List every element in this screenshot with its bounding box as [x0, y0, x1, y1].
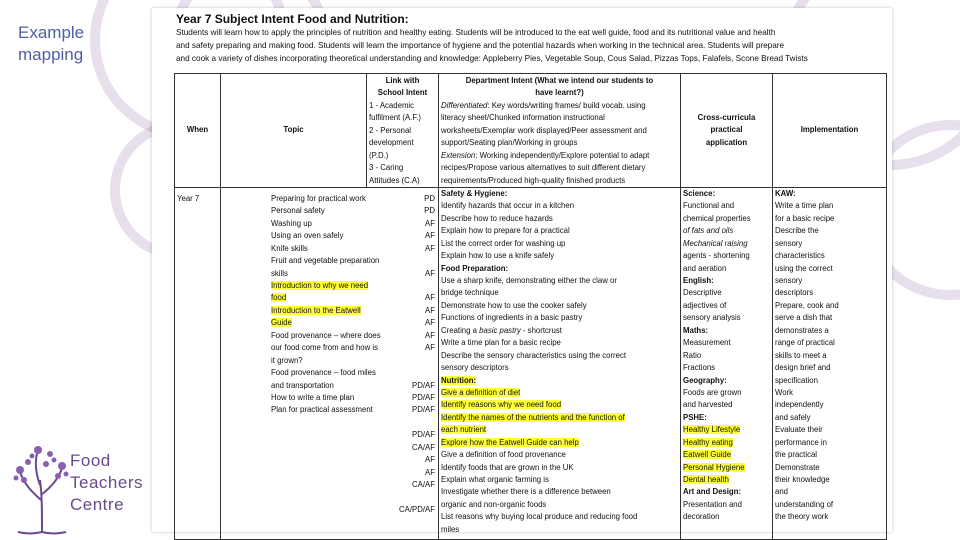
dept-intent-text: Identify the names of the nutrients and the function of [441, 412, 625, 422]
dept-header-text: : Key words/writing frames/ build vocab. using [487, 100, 646, 110]
header-cross-line: Cross-curricula [697, 112, 756, 122]
when-value: Year 7 [177, 193, 200, 203]
cross-curricula-item [683, 511, 770, 523]
dept-intent-item [441, 412, 678, 424]
header-cross [681, 74, 773, 188]
implementation-text: sensory [775, 238, 803, 248]
impl-cell [773, 187, 887, 539]
implementation-text: demonstrates a [775, 325, 829, 335]
dept-intent-text: Give a definition of food provenance [441, 450, 566, 460]
implementation-text: descriptors [775, 288, 814, 298]
link-item: 3 - Caring [369, 163, 404, 173]
implementation-text: and [775, 487, 789, 497]
cross-curricula-item [683, 474, 770, 486]
topic-text: food [271, 293, 287, 303]
topic-cell [221, 187, 439, 539]
implementation-text: sensory [775, 276, 803, 285]
cross-curricula-item [683, 213, 770, 225]
intent-code: PD/AF [412, 392, 435, 402]
dept-intent-text: Investigate whether there is a difference between [441, 487, 611, 497]
topic-text: Washing up [271, 218, 312, 228]
topic-text: How to write a time plan [271, 392, 355, 402]
intent-code: CA/AF [412, 442, 435, 452]
dept-intent-text: Identify hazards that occur in a kitchen [441, 201, 575, 211]
header-cross-line: practical [710, 125, 743, 135]
implementation-item [775, 511, 884, 523]
cross-curricula-text: English: [683, 276, 714, 285]
implementation-item [775, 350, 884, 362]
curriculum-document [152, 8, 892, 532]
cross-curricula-text: Dental health [683, 475, 729, 484]
cross-curricula-item [683, 375, 770, 387]
intent-code: AF [425, 231, 435, 241]
implementation-item [775, 275, 884, 287]
dept-intent-text: List the correct order for washing up [441, 238, 566, 248]
implementation-text: using the correct [775, 263, 833, 273]
dept-intent-item [441, 462, 678, 474]
topic-text: Knife skills [271, 243, 308, 253]
dept-intent-list [441, 188, 678, 536]
cross-curricula-text: decoration [683, 512, 720, 522]
dept-intent-item [441, 524, 678, 536]
intent-code [399, 355, 435, 367]
table-row [175, 187, 887, 539]
intent-code: AF [425, 268, 435, 278]
dept-intent-item [441, 225, 678, 237]
implementation-item [775, 337, 884, 349]
header-when: When [175, 74, 221, 188]
cross-curricula-item [683, 350, 770, 362]
cross-curricula-item [683, 287, 770, 299]
dept-intent-item [441, 263, 678, 275]
implementation-text: performance in [775, 437, 828, 447]
dept-intent-item [441, 387, 678, 399]
dept-intent-text: Describe how to reduce hazards [441, 213, 553, 223]
cross-curricula-item [683, 263, 770, 275]
header-link-line: School Intent [377, 88, 428, 98]
cross-curricula-item [683, 424, 770, 436]
cross-curricula-item [683, 399, 770, 411]
cross-curricula-text: Fractions [683, 363, 716, 373]
cross-curricula-item [683, 312, 770, 324]
dept-intent-text: Write a time plan for a basic recipe [441, 338, 561, 348]
dept-intent-text: Explain how to prepare for a practical [441, 226, 570, 236]
implementation-text: independently [775, 400, 824, 410]
implementation-text: Work [775, 387, 794, 397]
cross-curricula-item [683, 188, 770, 200]
header-link-line: Link with [385, 76, 420, 85]
implementation-text: the theory work [775, 512, 829, 522]
implementation-item [775, 449, 884, 461]
dept-intent-text: sensory descriptors [441, 363, 509, 373]
slide-label-line: Example [18, 23, 85, 42]
dept-intent-text: Creating a basic pastry - shortcrust [441, 325, 562, 335]
dept-intent-item [441, 474, 678, 486]
cross-curricula-item [683, 337, 770, 349]
dept-intent-item [441, 350, 678, 362]
dept-intent-text: Functions of ingredients in a basic pastry [441, 313, 583, 323]
topic-text: Fruit and vegetable preparation [271, 256, 380, 266]
cross-curricula-item [683, 449, 770, 461]
dept-header-label: Extension [441, 150, 476, 160]
intent-code: CA/AF [412, 480, 435, 489]
implementation-item [775, 375, 884, 387]
implementation-item [775, 325, 884, 337]
dept-header-line [441, 175, 678, 187]
topic-text: our food come from and how is [271, 343, 379, 353]
header-link [367, 74, 439, 188]
implementation-item [775, 250, 884, 262]
cross-curricula-text: Functional and [683, 201, 735, 211]
implementation-list [775, 188, 884, 524]
topic-text: Introduction to the Eatwell [271, 305, 361, 315]
intent-code: AF [425, 467, 435, 477]
intent-code: PD/AF [412, 405, 435, 415]
implementation-text: KAW: [775, 188, 796, 198]
cross-curricula-item [683, 250, 770, 262]
cross-curricula-text: Measurement [683, 338, 731, 348]
topic-text: skills [271, 268, 288, 278]
link-item: 1 - Academic [369, 100, 415, 110]
logo-text-line: Teachers [70, 473, 143, 492]
dept-intent-text: Explain how to use a knife safely [441, 251, 555, 261]
document-title: Year 7 Subject Intent Food and Nutrition: [176, 12, 409, 26]
implementation-item [775, 362, 884, 374]
cross-curricula-item [683, 362, 770, 374]
dept-intent-item [441, 437, 678, 449]
dept-intent-text: List reasons why buying local produce and reducing food [441, 512, 638, 522]
implementation-text: Demonstrate [775, 462, 820, 472]
dept-header-line [441, 112, 678, 124]
dept-intent-text: Give a definition of diet [441, 387, 521, 397]
header-dept-line: Department Intent (What we intend our students to [465, 76, 654, 85]
curriculum-table [174, 73, 887, 540]
implementation-item [775, 188, 884, 200]
intent-code: AF [425, 318, 435, 328]
dept-header-label: Differentiated [441, 100, 488, 110]
dept-intent-text: Demonstrate how to use the cooker safely [441, 300, 587, 310]
cross-curricula-text: Maths: [683, 325, 709, 335]
dept-header-line [441, 162, 678, 174]
intent-code: AF [425, 218, 435, 228]
implementation-text: for a basic recipe [775, 213, 835, 223]
dept-intent-emphasis: basic pastry [479, 325, 521, 335]
link-items [369, 100, 436, 187]
cross-curricula-item [683, 300, 770, 312]
cross-curricula-list [683, 188, 770, 524]
dept-intent-item [441, 250, 678, 262]
implementation-text: skills to meet a [775, 350, 827, 360]
dept-intent-item [441, 188, 678, 200]
implementation-text: design brief and [775, 363, 831, 373]
dept-intent-item [441, 375, 678, 387]
cross-curricula-text: Presentation and [683, 499, 742, 509]
dept-header-text: recipes/Propose various alternatives to suit different dietary [441, 163, 646, 173]
dept-intent-text: bridge technique [441, 288, 499, 298]
dept-intent-item [441, 511, 678, 523]
when-cell [175, 187, 221, 539]
cross-curricula-text: adjectives of [683, 300, 727, 310]
slide-label [18, 22, 84, 66]
cross-curricula-text: Healthy Lifestyle [683, 425, 741, 435]
dept-intent-item [441, 213, 678, 225]
header-dept [439, 74, 681, 188]
dept-intent-text: miles [441, 524, 460, 534]
header-cross-line: application [705, 137, 748, 147]
topic-text: Introduction to why we need [271, 281, 369, 290]
dept-intent-text: organic and non-organic foods [441, 499, 547, 509]
implementation-text: their knowledge [775, 475, 830, 484]
dept-intent-text: Identify foods that are grown in the UK [441, 462, 574, 472]
dept-intent-item [441, 337, 678, 349]
cross-curricula-text: Art and Design: [683, 487, 742, 497]
dept-header-line [441, 137, 678, 149]
intent-code: AF [425, 305, 435, 315]
cross-curricula-item [683, 499, 770, 511]
intent-code: PD/AF [412, 430, 435, 440]
cross-curricula-text: and aeration [683, 263, 727, 273]
dept-intent-text: Safety & Hygiene: [441, 188, 508, 198]
dept-intent-text: Identify reasons why we need food [441, 400, 562, 410]
intent-code: AF [425, 343, 435, 353]
cross-curricula-text: Descriptive [683, 288, 722, 298]
cross-curricula-item [683, 486, 770, 498]
dept-intent-text: Describe the sensory characteristics using the correct [441, 350, 627, 360]
cross-curricula-text: of fats and oils [683, 226, 734, 236]
cross-curricula-text: Ratio [683, 350, 702, 360]
intent-code: PD/AF [412, 380, 435, 390]
cross-curricula-text: PSHE: [683, 412, 707, 422]
dept-cell [439, 187, 681, 539]
topic-text: Preparing for practical work [271, 193, 366, 203]
dept-intent-text: Use a sharp knife, demonstrating either the claw or [441, 276, 617, 285]
intro-line: and safety preparing and making food. Students will learn the importance of hygiene and the potential hazards when working in the technical area. Students will prepare [176, 41, 785, 51]
dept-intent-item [441, 275, 678, 287]
implementation-text: range of practical [775, 338, 835, 348]
implementation-item [775, 399, 884, 411]
implementation-item [775, 238, 884, 250]
cross-curricula-item [683, 225, 770, 237]
header-impl: Implementation [773, 74, 887, 188]
dept-intent-item [441, 287, 678, 299]
cross-curricula-item [683, 275, 770, 287]
dept-intent-item [441, 424, 678, 436]
intent-code: PD [424, 206, 435, 216]
implementation-item [775, 312, 884, 324]
cross-curricula-text: Science: [683, 188, 716, 198]
cross-curricula-text: Geography: [683, 375, 727, 385]
cross-curricula-text: chemical properties [683, 213, 751, 223]
dept-intent-item [441, 486, 678, 498]
cross-curricula-text: Healthy eating [683, 437, 733, 447]
intent-code [399, 417, 435, 429]
implementation-text: serve a dish that [775, 313, 833, 323]
dept-intent-text: Food Preparation: [441, 263, 509, 273]
implementation-text: Describe the [775, 226, 819, 236]
cross-curricula-text: and harvested [683, 400, 733, 410]
dept-header-lines [441, 100, 678, 187]
dept-intent-text: Explore how the Eatwell Guide can help [441, 437, 579, 447]
intent-code [399, 255, 435, 267]
intent-code: AF [425, 330, 435, 340]
cross-curricula-text: Personal Hygiene [683, 462, 745, 472]
implementation-item [775, 486, 884, 498]
cross-curricula-item [683, 437, 770, 449]
logo-text [70, 450, 143, 516]
dept-header-text: literacy sheet/Chunked information instructional [441, 113, 605, 123]
dept-intent-item [441, 362, 678, 374]
intent-code [399, 280, 435, 292]
cross-curricula-text: agents - shortening [683, 251, 750, 261]
cross-curricula-text: Eatwell Guide [683, 450, 732, 460]
cross-curricula-text: Foods are grown [683, 387, 742, 397]
dept-header-text: : Working independently/Explore potential to adapt [475, 150, 650, 160]
dept-intent-text: each nutrient [441, 425, 487, 435]
cross-curricula-text: Mechanical raising [683, 238, 748, 248]
dept-header-text: worksheets/Exemplar work displayed/Peer assessment and [441, 125, 647, 135]
intent-code: AF [425, 293, 435, 303]
dept-intent-item [441, 238, 678, 250]
cross-curricula-item [683, 200, 770, 212]
cross-curricula-text: sensory analysis [683, 313, 741, 323]
implementation-item [775, 437, 884, 449]
slide-label-line: mapping [18, 45, 84, 64]
header-dept-line: have learnt?) [535, 88, 584, 98]
topic-text: Food provenance – food miles [271, 368, 376, 378]
implementation-text: and safely [775, 412, 811, 422]
dept-intent-item [441, 399, 678, 411]
dept-intent-item [441, 312, 678, 324]
dept-header-line [441, 125, 678, 137]
dept-header-line [441, 100, 678, 112]
cross-curricula-item [683, 325, 770, 337]
implementation-item [775, 462, 884, 474]
dept-intent-item [441, 300, 678, 312]
dept-intent-text: Explain what organic farming is [441, 475, 549, 484]
implementation-item [775, 287, 884, 299]
cross-curricula-item [683, 238, 770, 250]
dept-intent-item [441, 200, 678, 212]
intro-line: and cook a variety of dishes incorporating theoretical understanding and knowledge: Appleberry Pies, Vegetable Soup, Cous Salad, Pizzas Tops, Falafels, Scone Bread Twists [176, 54, 808, 64]
implementation-item [775, 225, 884, 237]
dept-header-line [441, 150, 678, 162]
dept-intent-item [441, 499, 678, 511]
intent-code [399, 367, 435, 379]
intro-line: Students will learn how to apply the principles of nutrition and healthy eating. Students will be introduced to the eat well guide, food and its nutritional value and health [176, 28, 776, 37]
intent-code [399, 491, 435, 503]
implementation-item [775, 412, 884, 424]
link-item: (P.D.) [369, 150, 389, 160]
implementation-item [775, 213, 884, 225]
implementation-text: understanding of [775, 499, 834, 509]
logo-text-line: Centre [70, 495, 125, 514]
dept-header-text: requirements/Produced high-quality finished products [441, 175, 626, 185]
implementation-item [775, 263, 884, 275]
dept-header-text: support/Seating plan/Working in groups [441, 138, 578, 148]
topic-text: Personal safety [271, 206, 325, 216]
implementation-text: Prepare, cook and [775, 300, 839, 310]
implementation-text: characteristics [775, 251, 825, 261]
implementation-item [775, 387, 884, 399]
intro-text [176, 26, 882, 65]
topic-text: Plan for practical assessment [271, 405, 373, 415]
topic-text: it grown? [271, 355, 303, 365]
implementation-text: specification [775, 375, 818, 385]
implementation-item [775, 424, 884, 436]
implementation-item [775, 300, 884, 312]
intent-code: AF [425, 455, 435, 465]
implementation-text: Evaluate their [775, 425, 823, 435]
dept-intent-item [441, 449, 678, 461]
link-item: fulfilment (A.F.) [369, 113, 421, 123]
topic-text: Guide [271, 318, 292, 328]
intent-code: AF [425, 243, 435, 253]
cross-curricula-item [683, 462, 770, 474]
implementation-text: Write a time plan [775, 201, 834, 211]
implementation-text: the practical [775, 450, 818, 460]
topic-text: Food provenance – where does [271, 330, 381, 340]
topic-text: and transportation [271, 380, 334, 390]
cross-cell [681, 187, 773, 539]
implementation-item [775, 499, 884, 511]
topic-text: Using an oven safely [271, 231, 344, 241]
link-item: Attitudes (C.A) [369, 175, 420, 185]
link-item: 2 - Personal [369, 125, 412, 135]
table-header-row [175, 74, 887, 188]
implementation-item [775, 474, 884, 486]
implementation-item [775, 200, 884, 212]
logo-text-line: Food [70, 451, 111, 470]
cross-curricula-item [683, 387, 770, 399]
cross-curricula-item [683, 412, 770, 424]
link-item: development [369, 138, 414, 148]
header-topic: Topic [221, 74, 367, 188]
intent-code: PD [424, 193, 435, 203]
dept-intent-text: Nutrition: [441, 375, 477, 385]
dept-intent-item [441, 325, 678, 337]
intent-code-list [399, 193, 435, 516]
intent-code: CA/PD/AF [399, 504, 435, 514]
